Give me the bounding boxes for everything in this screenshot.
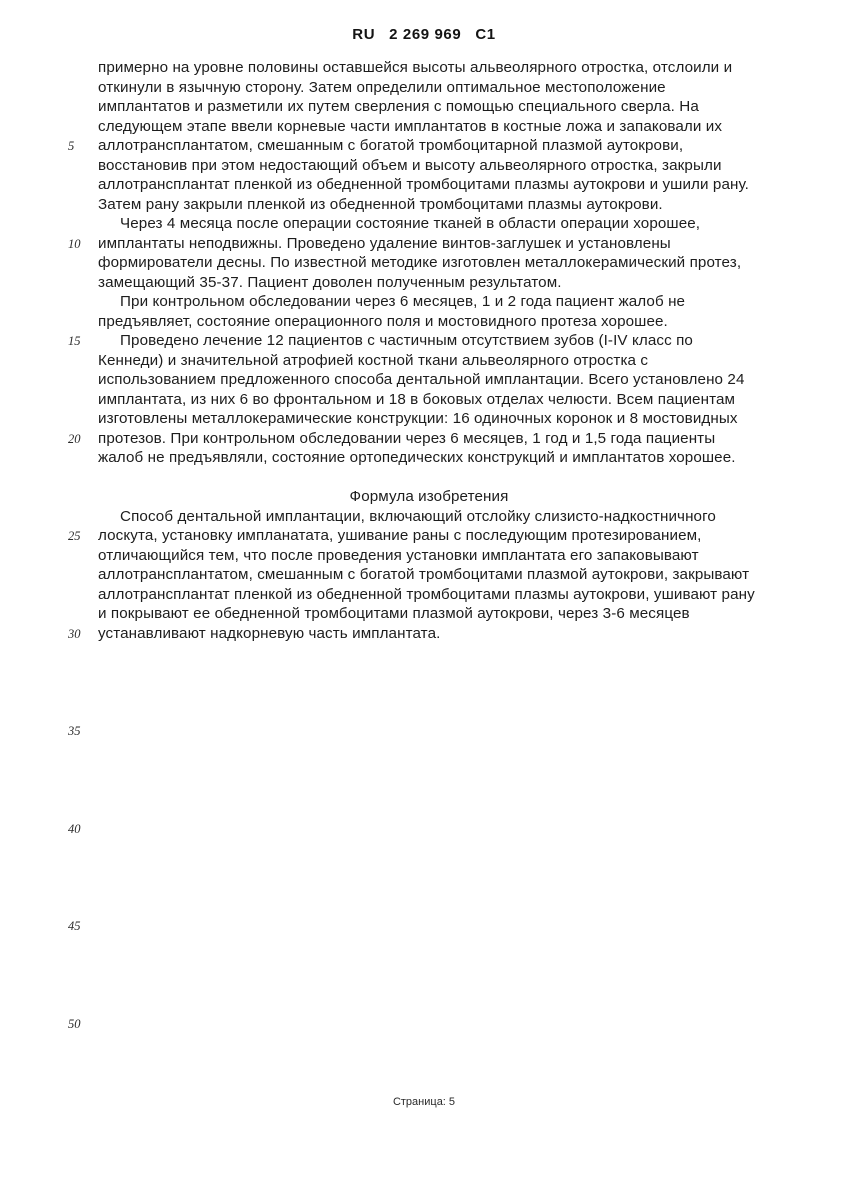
line-number: 35: [68, 724, 81, 738]
text-line: [0, 565, 848, 585]
text-line-content: откинули в язычную сторону. Затем определили оптимальное местоположение: [98, 78, 666, 96]
text-line: [0, 331, 848, 351]
line-number: 5: [68, 139, 75, 153]
text-line: [0, 78, 848, 98]
line-number: 20: [68, 431, 81, 446]
text-line-content: аллотрансплантатом, смешанным с богатой тромбоцитарной плазмой аутокрови,: [98, 137, 684, 154]
text-line: [0, 624, 848, 644]
text-line: [0, 760, 848, 780]
header-publication-number: 2 269 969: [389, 26, 462, 43]
text-line: [0, 468, 848, 488]
text-line: [0, 351, 848, 371]
header-kind-code: C1: [475, 26, 496, 43]
text-line: [0, 604, 848, 624]
text-line-content: аллотрансплантат пленкой из обедненной тромбоцитами плазмы аутокрови, ушивают рану: [98, 585, 755, 603]
text-line-content: лоскута, установку импланатата, ушивание раны с последующим протезированием,: [98, 527, 702, 544]
text-line: [0, 1014, 848, 1034]
text-line: [0, 175, 848, 195]
text-line: [0, 975, 848, 995]
text-line: [0, 58, 848, 78]
text-line: [0, 936, 848, 956]
text-line-content: жалоб не предъявляли, состояние ортопедических конструкций и имплантатов хорошее.: [98, 449, 736, 466]
text-line: [0, 117, 848, 137]
text-line-content: Способ дентальной имплантации, включающий отслойку слизисто-надкостничного: [120, 507, 716, 525]
text-line: [0, 916, 848, 936]
line-number: 45: [68, 919, 81, 933]
text-line: [0, 721, 848, 741]
text-line: [0, 156, 848, 176]
text-line: [0, 312, 848, 332]
text-line-content: восстановив при этом недостающий объем и высоту альвеолярного отростка, закрыли: [98, 156, 722, 174]
text-line-content: замещающий 35-37. Пациент доволен полученным результатом.: [98, 273, 562, 291]
text-line: [0, 292, 848, 312]
text-line-content: аллотрансплантатом, смешанным с богатой тромбоцитами плазмой аутокрови, закрывают: [98, 566, 750, 583]
text-line-content: имплантата, из них 6 во фронтальном и 18 в боковых отделах челюсти. Всем пациентам: [98, 390, 736, 408]
document-body: [0, 58, 848, 1033]
text-line: [0, 370, 848, 390]
page-number-label: Страница: 5: [392, 1096, 456, 1108]
text-line: [0, 214, 848, 234]
line-number: 25: [68, 529, 81, 543]
text-line-content: и покрывают ее обедненной тромбоцитами плазмой аутокрови, через 3-6 месяцев: [98, 605, 690, 622]
line-number: 30: [68, 626, 81, 641]
line-number: 40: [68, 821, 81, 836]
text-line-content: изготовлены металлокерамические конструкции: 16 одиночных коронок и 8 мостовидных: [98, 410, 738, 427]
text-line: [0, 643, 848, 663]
text-line: [0, 819, 848, 839]
document-header: [0, 26, 848, 43]
text-line: [0, 663, 848, 683]
text-line: [0, 507, 848, 527]
text-line: [0, 780, 848, 800]
text-line: [0, 526, 848, 546]
text-line: [0, 253, 848, 273]
text-line: [0, 702, 848, 722]
text-line-content: следующем этапе ввели корневые части имплантатов в костные ложа и запаковали их: [98, 117, 723, 135]
text-line: [0, 429, 848, 449]
text-line: [0, 409, 848, 429]
text-line-content: предъявляет, состояние операционного поля и мостовидного протеза хорошее.: [98, 312, 668, 330]
text-line: [0, 585, 848, 605]
text-line-content: имплантатов и разметили их путем сверления с помощью специального сверла. На: [98, 98, 699, 115]
text-line: [0, 234, 848, 254]
line-number: 50: [68, 1016, 81, 1031]
text-line: [0, 390, 848, 410]
text-line: [0, 195, 848, 215]
text-line-content: отличающийся тем, что после проведения установки имплантата его запаковывают: [98, 546, 699, 564]
text-line: [0, 955, 848, 975]
text-line-content: протезов. При контрольном обследовании через 6 месяцев, 1 год и 1,5 года пациенты: [98, 429, 716, 447]
line-number: 10: [68, 236, 81, 251]
text-line-content: Кеннеди) и значительной атрофией костной ткани альвеолярного отростка с: [98, 351, 649, 369]
text-line-content: При контрольном обследовании через 6 месяцев, 1 и 2 года пациент жалоб не: [120, 293, 686, 310]
text-line: [0, 136, 848, 156]
text-line: [0, 799, 848, 819]
text-line: [0, 273, 848, 293]
text-line-content: использованием предложенного способа дентальной имплантации. Всего установлено 24: [98, 371, 745, 388]
text-line-content: Проведено лечение 12 пациентов с частичным отсутствием зубов (I-IV класс по: [120, 332, 693, 349]
text-line-content: примерно на уровне половины оставшейся высоты альвеолярного отростка, отслоили и: [98, 59, 733, 76]
text-line: [0, 546, 848, 566]
text-line: [0, 838, 848, 858]
text-line: [0, 682, 848, 702]
section-heading: Формула изобретения: [349, 488, 509, 505]
text-line-content: имплантаты неподвижны. Проведено удаление винтов-заглушек и установлены: [98, 234, 671, 252]
text-line: [0, 897, 848, 917]
header-country-code: RU: [352, 26, 376, 43]
text-line-content: Затем рану закрыли пленкой из обедненной тромбоцитами плазмы аутокрови.: [98, 195, 663, 213]
text-line: [0, 858, 848, 878]
text-line: [0, 877, 848, 897]
line-number: 15: [68, 334, 81, 348]
page-footer: [0, 1096, 848, 1108]
text-line-content: Через 4 месяца после операции состояние тканей в области операции хорошее,: [120, 215, 701, 232]
text-line: [0, 448, 848, 468]
text-line-content: устанавливают надкорневую часть имплантата.: [98, 624, 441, 642]
text-line: [0, 741, 848, 761]
text-line: [0, 97, 848, 117]
text-line-content: аллотрансплантат пленкой из обедненной тромбоцитами плазмы аутокрови и ушили рану.: [98, 176, 749, 193]
text-line-content: формирователи десны. По известной методике изготовлен металлокерамический протез,: [98, 254, 742, 271]
text-line: [0, 487, 848, 507]
text-line: [0, 994, 848, 1014]
